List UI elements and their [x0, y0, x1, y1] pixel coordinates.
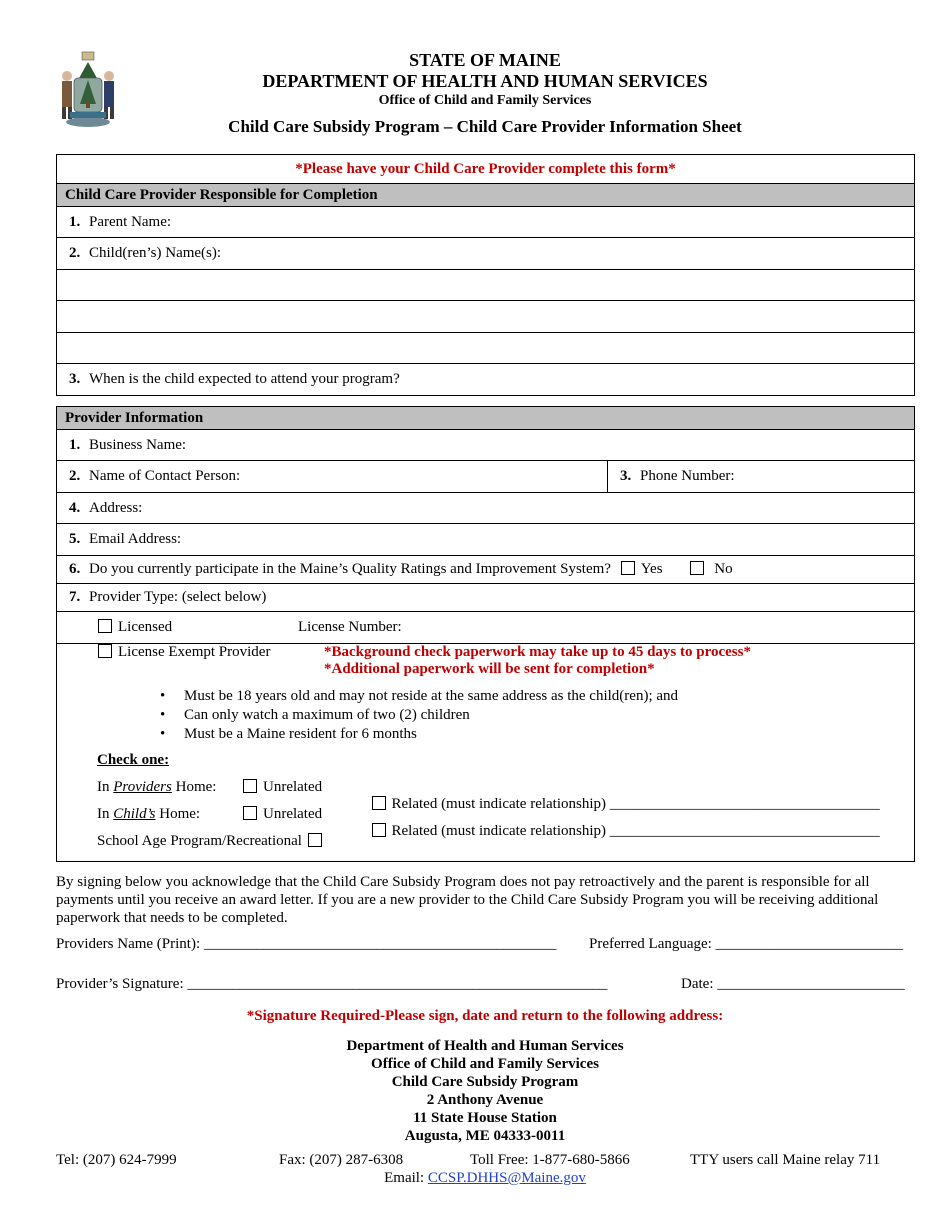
in-label: In — [97, 806, 110, 822]
contact-person-label: Name of Contact Person: — [89, 468, 241, 484]
qris-yes-label: Yes — [640, 561, 663, 577]
item-number: 6. — [69, 561, 81, 577]
fax: Fax: (207) 287-6308 — [279, 1152, 404, 1168]
childs-word: Child’s — [113, 806, 156, 822]
additional-paperwork-notice: *Additional paperwork will be sent for completion* — [324, 661, 655, 677]
unrelated-label: Unrelated — [263, 806, 323, 822]
providers-word: Providers — [113, 779, 172, 795]
preferred-language-field[interactable]: Preferred Language: _________________________ — [589, 936, 904, 952]
telephone: Tel: (207) 624-7999 — [56, 1152, 177, 1168]
provider-type-row — [57, 584, 915, 612]
list-item: • Can only watch a maximum of two (2) children — [160, 706, 678, 725]
licensed-label: Licensed — [118, 619, 173, 635]
address-line: Child Care Subsidy Program — [391, 1074, 579, 1090]
signature-required-notice: *Signature Required-Please sign, date and return to the following address: — [246, 1008, 724, 1024]
item-number: 2. — [69, 245, 81, 261]
parent-name-field[interactable] — [57, 207, 915, 238]
exempt-requirements-list — [160, 687, 678, 744]
item-number: 1. — [69, 213, 81, 230]
address-line: Augusta, ME 04333-0011 — [404, 1128, 566, 1144]
providers-home-unrelated-checkbox[interactable] — [243, 779, 257, 793]
attendance-date-label: When is the child expected to attend your program? — [89, 371, 400, 387]
license-number-label: License Number: — [298, 619, 402, 635]
item-number: 3. — [69, 371, 81, 387]
toll-free: Toll Free: 1-877-680-5866 — [470, 1152, 630, 1168]
item-number: 3. — [620, 468, 632, 484]
completion-table — [56, 154, 915, 396]
item-number: 7. — [69, 589, 81, 605]
check-one-label: Check one: — [97, 752, 170, 768]
list-item: • Must be 18 years old and may not reside at the same address as the child(ren); and — [160, 687, 678, 706]
attendance-date-field[interactable] — [57, 364, 915, 396]
qris-no-checkbox[interactable] — [690, 561, 704, 575]
email-link[interactable]: CCSP.DHHS@Maine.gov — [427, 1170, 586, 1186]
office-heading: Office of Child and Family Services — [378, 93, 592, 108]
child-name-line-3[interactable] — [57, 333, 915, 364]
date-field[interactable]: Date: _________________________ — [681, 976, 905, 992]
related-label: Related (must indicate relationship) ____________________________________ — [391, 823, 880, 839]
unrelated-label: Unrelated — [263, 779, 323, 795]
qris-question: Do you currently participate in the Maine’s Quality Ratings and Improvement System? — [89, 561, 611, 577]
child-name-line-1[interactable] — [57, 270, 915, 301]
phone-number-field[interactable] — [608, 461, 915, 493]
mailing-address — [0, 1037, 950, 1145]
qris-no-label: No — [714, 561, 733, 577]
tty-relay: TTY users call Maine relay 711 — [690, 1152, 881, 1168]
in-label: In — [97, 779, 110, 795]
providers-home-row — [97, 779, 216, 796]
acknowledgement-line: payments until you receive an award letter. If you are a new provider to the Child Care Subsidy Program you will be receiving additional — [56, 892, 879, 908]
providers-home-unrelated — [243, 779, 322, 796]
qris-row — [57, 556, 915, 584]
parent-name-label: Parent Name: — [89, 213, 172, 230]
email-address-field[interactable] — [57, 524, 915, 556]
address-label: Address: — [89, 499, 143, 516]
licensed-checkbox[interactable] — [98, 619, 112, 633]
contact-person-field[interactable] — [57, 461, 608, 493]
qris-yes-checkbox[interactable] — [621, 561, 635, 575]
address-line: Office of Child and Family Services — [371, 1056, 599, 1072]
email-label: Email: — [384, 1170, 425, 1186]
related-label: Related (must indicate relationship) ____________________________________ — [391, 796, 880, 812]
acknowledgement-line: paperwork that needs to be completed. — [56, 910, 288, 926]
address-line: Department of Health and Human Services — [346, 1038, 624, 1054]
business-name-field[interactable] — [57, 430, 915, 461]
item-number: 1. — [69, 436, 81, 453]
email-line — [0, 1170, 950, 1187]
school-age-checkbox[interactable] — [308, 833, 322, 847]
department-heading: DEPARTMENT OF HEALTH AND HUMAN SERVICES — [262, 71, 708, 91]
home-label: Home: — [159, 806, 201, 822]
provider-name-print-field[interactable]: Providers Name (Print): _______________________________________________ — [56, 936, 557, 952]
license-exempt-checkbox[interactable] — [98, 644, 112, 658]
address-line: 11 State House Station — [413, 1110, 557, 1126]
child-name-line-2[interactable] — [57, 301, 915, 333]
school-age-label: School Age Program/Recreational — [97, 833, 302, 849]
completion-section-heading: Child Care Provider Responsible for Completion — [57, 184, 915, 207]
background-check-notice: *Background check paperwork may take up to 45 days to process* — [324, 644, 751, 660]
phone-number-label: Phone Number: — [640, 468, 735, 484]
childs-home-related — [364, 806, 880, 840]
childs-home-row — [97, 806, 200, 823]
provider-signature-field[interactable]: Provider’s Signature: ________________________________________________________ — [56, 976, 608, 992]
school-age-row — [97, 833, 328, 850]
provider-type-label: Provider Type: (select below) — [89, 589, 267, 605]
state-heading: STATE OF MAINE — [409, 50, 561, 70]
licensed-row — [57, 612, 915, 644]
childs-home-unrelated — [243, 806, 322, 823]
completion-notice: *Please have your Child Care Provider complete this form* — [57, 155, 915, 184]
email-address-label: Email Address: — [89, 531, 182, 547]
form-title: Child Care Subsidy Program – Child Care Provider Information Sheet — [228, 117, 742, 136]
list-item: • Must be a Maine resident for 6 months — [160, 725, 678, 744]
item-number: 4. — [69, 499, 81, 516]
children-names-field[interactable] — [57, 238, 915, 270]
acknowledgement-paragraph — [56, 873, 916, 927]
childs-home-related-checkbox[interactable] — [372, 823, 386, 837]
item-number: 5. — [69, 531, 81, 547]
business-name-label: Business Name: — [89, 436, 187, 453]
license-exempt-label: License Exempt Provider — [118, 644, 271, 660]
provider-section-heading: Provider Information — [57, 407, 915, 430]
childs-home-unrelated-checkbox[interactable] — [243, 806, 257, 820]
home-label: Home: — [175, 779, 217, 795]
acknowledgement-line: By signing below you acknowledge that the Child Care Subsidy Program does not pay retroactively and the parent is responsible for all — [56, 874, 870, 890]
address-line: 2 Anthony Avenue — [426, 1092, 544, 1108]
item-number: 2. — [69, 468, 81, 484]
address-field[interactable] — [57, 493, 915, 524]
children-names-label: Child(ren’s) Name(s): — [89, 245, 222, 261]
license-exempt-option — [98, 644, 270, 661]
